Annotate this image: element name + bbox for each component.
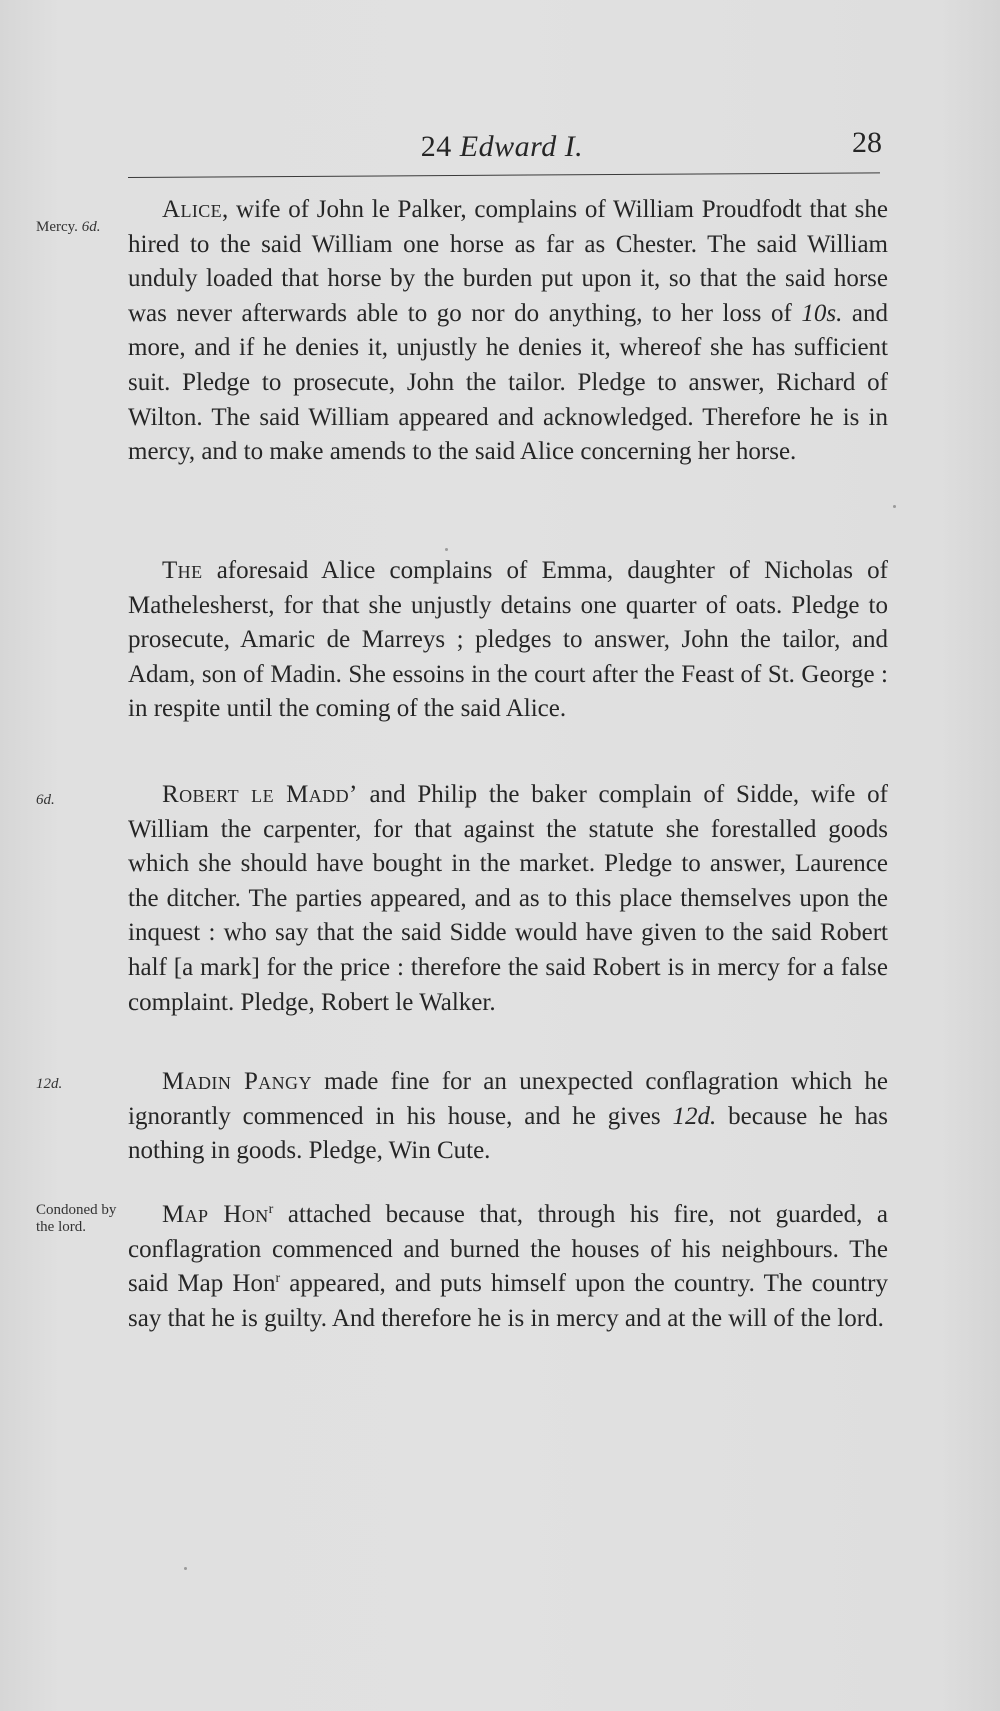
- entry-text: made fine for an unexpected conflagration which he ignorantly commenced in his house, and he gives: [128, 1068, 888, 1130]
- entry-lead: Madin Pangy: [162, 1068, 312, 1095]
- entry-text: , wife of John le Palker, complains of William Proudfodt that she hired to the said William one horse as far as Chester. The said William unduly loaded that horse by the burden put upon it, so that the said horse was never afterwards able to go nor do anything, to her loss of: [128, 196, 888, 327]
- entry-lead: The: [162, 557, 203, 584]
- entry-text-after: because he has nothing in goods. Pledge, Win Cute.: [128, 1102, 888, 1165]
- margin-note-mercy: [36, 219, 132, 236]
- entry-text-after: appeared, and puts himself upon the country. The country say that he is guilty. And therefore he is in mercy and at the will of the lord.: [128, 1270, 888, 1332]
- margin-amount: 6d.: [36, 792, 55, 808]
- entry-text: and Philip the baker complain of Sidde, wife of William the carpenter, for that against the statute she forestalled goods which she should have bought in the market. Pledge to answer, Laurence the ditcher. The parties appeared, and as to this place themselves upon the inquest : who say that the said Sidde would have given to the said Robert half [a mark] for the price : therefore the said Robert is in mercy for a false complaint. Pledge, Robert le Walker.: [128, 781, 888, 1016]
- entry-robert-le-madd: [128, 778, 888, 1020]
- entry-text-sup: r: [275, 1271, 281, 1287]
- margin-label: Condoned by the lord.: [36, 1202, 117, 1235]
- page-number: 28: [852, 126, 882, 159]
- entry-amount: 12d.: [672, 1102, 717, 1130]
- entry-lead: Map Hon: [162, 1201, 269, 1228]
- paper-speck: [184, 1567, 187, 1570]
- entry-alice-palker: [128, 193, 888, 470]
- entry-text: aforesaid Alice complains of Emma, daughter of Nicholas of Mathelesherst, for that she unjustly detains one quarter of oats. Pledge to prosecute, Amaric de Marreys ; pledges to answer, John the tailor, and Adam, son of Madin. She essoins in the court after the Feast of St. George : in respite until the coming of the said Alice.: [128, 557, 888, 723]
- paper-speck: [893, 505, 896, 508]
- regnal-king: Edward I.: [459, 130, 584, 163]
- entry-text: attached because that, through his fire, not guarded, a conflagration commenced and burned the houses of his neighbours. The said Map Hon: [128, 1201, 889, 1298]
- entry-alice-emma: [128, 554, 888, 727]
- entry-lead-sup: r: [268, 1202, 274, 1217]
- margin-note-fine: [36, 1076, 132, 1093]
- margin-label: Mercy.: [36, 219, 78, 235]
- page-header: [122, 126, 882, 176]
- paper-speck: [445, 548, 448, 551]
- regnal-number: 24: [420, 130, 452, 163]
- entry-map-hon: [128, 1198, 888, 1336]
- running-title: [122, 130, 882, 164]
- margin-amount: 12d.: [36, 1076, 63, 1092]
- entry-text-after: and more, and if he denies it, unjustly he denies it, whereof she has sufficient suit. Pledge to prosecute, John the tailor. Pledge to answer, Richard of Wilton. The said William appeared and acknowledged. Therefore he is in mercy, and to make amends to the said Alice concerning her horse.: [128, 299, 888, 466]
- entry-madin-pangy: [128, 1065, 888, 1169]
- margin-note-condoned: [36, 1202, 132, 1236]
- entry-lead: Robert le Madd’: [162, 781, 358, 808]
- margin-note-fine: [36, 792, 132, 809]
- entry-lead: Alice: [162, 196, 223, 223]
- margin-amount: 6d.: [81, 219, 101, 235]
- entry-amount: 10s.: [801, 299, 843, 327]
